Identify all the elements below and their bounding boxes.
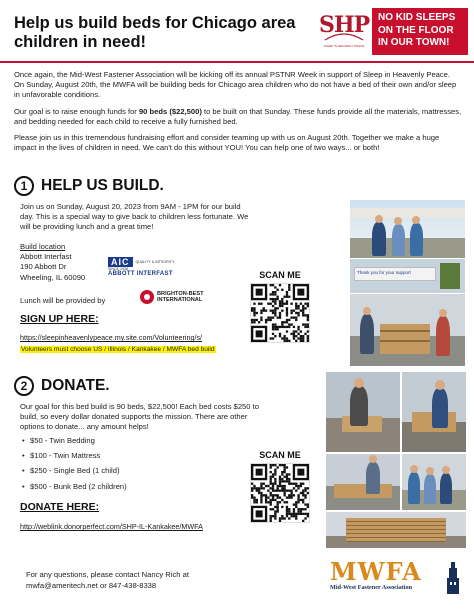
aic-quality: QUALITY & INTEGRITY bbox=[135, 260, 175, 264]
section-2-heading bbox=[14, 376, 110, 396]
signup-link[interactable]: https://sleepinheavenlypeace.my.site.com/Volunteering/s/ bbox=[20, 333, 203, 342]
donation-option: • $250 - Single Bed (1 child) bbox=[30, 466, 256, 476]
build-photo-2 bbox=[326, 372, 400, 452]
brighton-best-logo bbox=[140, 290, 204, 304]
intro-goal-amount: 90 beds ($22,500) bbox=[138, 106, 202, 116]
section-1-number: 1 bbox=[14, 176, 34, 196]
donation-option: • $50 - Twin Bedding bbox=[30, 436, 256, 446]
footer-contact-line-1: For any questions, please contact Nancy Rich at bbox=[26, 570, 189, 579]
build-location-line-2: 190 Abbott Dr bbox=[20, 262, 67, 272]
volunteers-photo-2 bbox=[402, 454, 466, 510]
build-location-line-1: Abbott Interfast bbox=[20, 252, 72, 262]
bb-line-1: BRIGHTON-BEST bbox=[157, 290, 204, 297]
section-2-title: DONATE. bbox=[41, 377, 110, 394]
signup-qr-code[interactable] bbox=[250, 283, 310, 343]
build-photo-4 bbox=[326, 454, 400, 510]
mwfa-logo bbox=[330, 557, 466, 600]
section-1-body: Join us on Sunday, August 20, 2023 from 9AM - 1PM for our build day. This is a special way to give back to children less fortunate. We will be providing lunch and a great time! bbox=[20, 202, 249, 232]
intro-paragraph-2 bbox=[14, 107, 462, 127]
shp-logo-tagline: SLEEP IN HEAVENLY PEACE bbox=[323, 44, 365, 48]
build-photo-1 bbox=[350, 294, 465, 366]
donation-option: • $500 - Bunk Bed (2 children) bbox=[30, 482, 256, 492]
intro-paragraph-3: Please join us in this tremendous fundraising effort and consider teaming up with us on August 20th. Together we make a huge impact in the lives of children in need. We can't do this without YOU! You can help one of two ways... or both! bbox=[14, 133, 440, 153]
section-1-heading bbox=[14, 176, 164, 196]
page-title: Help us build beds for Chicago area children in need! bbox=[14, 14, 296, 51]
intro-paragraphs bbox=[14, 70, 462, 159]
brighton-best-icon bbox=[140, 290, 154, 304]
photo-banner-text: Thank you for your support bbox=[354, 267, 436, 281]
donate-link-wrap bbox=[20, 522, 280, 532]
section-1-title: HELP US BUILD. bbox=[41, 177, 164, 194]
scan-me-label-2: SCAN ME bbox=[259, 450, 301, 460]
scan-me-label-1: SCAN ME bbox=[259, 270, 301, 280]
slogan-banner: NO KID SLEEPS ON THE FLOOR IN OUR TOWN! bbox=[372, 8, 468, 55]
footer-contact-line-2: mwfa@ameritech.net or 847-438-8338 bbox=[26, 581, 157, 590]
donation-option: • $100 - Twin Mattress bbox=[30, 451, 256, 461]
donate-link[interactable]: http://weblink.donorperfect.com/SHP-IL-Kankakee/MWFA bbox=[20, 522, 203, 531]
bb-line-2: INTERNATIONAL bbox=[157, 297, 203, 303]
intro-p2-start: Our goal is to raise enough funds for bbox=[14, 106, 139, 116]
header bbox=[0, 0, 474, 62]
intro-p2-end: to be built on that Sunday. These funds provide all the materials, mattresses, and bedding needed for each child to receive a fully furnished bed. bbox=[14, 106, 462, 126]
abbott-interfast-logo bbox=[108, 257, 174, 277]
donate-heading: DONATE HERE: bbox=[20, 501, 100, 513]
build-location-label: Build location bbox=[20, 242, 66, 251]
build-location-line-3: Wheeling, IL 60090 bbox=[20, 272, 86, 282]
mwfa-logo-subtitle: Mid-West Fastener Association bbox=[330, 584, 413, 591]
tower-icon bbox=[444, 562, 462, 594]
intro-paragraph-1: Once again, the Mid-West Fastener Association will be kicking off its annual PSTNR Week in support of Sleep in Heavenly Peace. On Sunday, August 20th, the MWFA will be building beds for Chicago area children who do not have a bed of their own and/or sleep in unfavorable conditions. bbox=[14, 70, 457, 100]
aic-since: SINCE 1938 bbox=[108, 267, 128, 271]
shp-logo bbox=[319, 10, 369, 54]
section-2-number: 2 bbox=[14, 376, 34, 396]
bed-stack-photo bbox=[326, 512, 466, 548]
lunch-text: Lunch will be provided by bbox=[20, 296, 106, 305]
build-photo-3 bbox=[402, 372, 466, 452]
section-2-body: Our goal for this bed build is 90 beds, $22,500! Each bed costs $250 to build, so every dollar donated supports the mission. There are other options to donate... any amount helps! bbox=[20, 402, 259, 432]
aic-logo-mark: AIC bbox=[108, 257, 133, 267]
donation-options bbox=[20, 432, 256, 497]
aic-name: ABBOTT INTERFAST bbox=[108, 271, 173, 277]
header-divider bbox=[0, 61, 474, 63]
banner-photo bbox=[350, 259, 465, 293]
donate-qr-code[interactable] bbox=[250, 463, 310, 523]
shp-logo-text: SHP bbox=[319, 12, 370, 38]
signup-link-wrap bbox=[20, 333, 280, 343]
footer-contact bbox=[26, 569, 189, 591]
signup-note-wrap bbox=[20, 344, 280, 355]
volunteers-photo-1 bbox=[350, 200, 465, 258]
signup-note: Volunteers must choose US / Illinois / Kankakee / MWFA bed build bbox=[21, 346, 215, 353]
mwfa-logo-text: MWFA bbox=[330, 557, 422, 586]
signup-heading: SIGN UP HERE: bbox=[20, 313, 99, 325]
